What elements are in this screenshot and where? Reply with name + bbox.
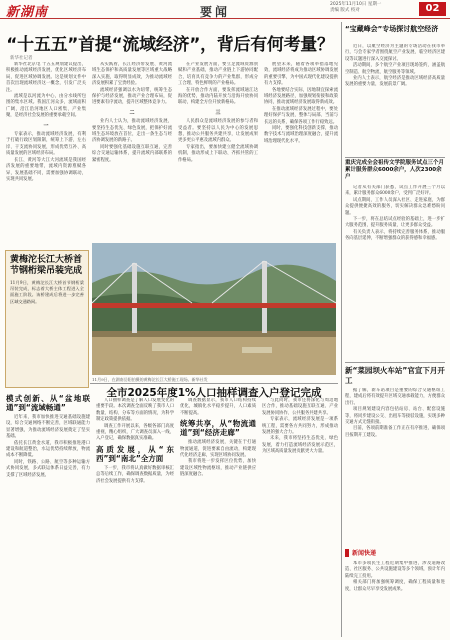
main-headline: “十五五”首提“流域经济”，背后有何考量？ — [6, 35, 334, 55]
news-express-column: 本市多项民生工程近期集中推进，涉及道路改造、社区服务、公共设施建设等多个领域，预计年内陆续完工投用。 相关部门将加强统筹调度，确保工程质量和进度，让群众尽早享受发展成果。 — [345, 561, 445, 592]
news-express-tag — [345, 548, 445, 558]
secondary-headline: 全市2025年度1%人口抽样调查入户登记完成 — [106, 387, 322, 399]
masthead — [0, 0, 450, 19]
bottom-subhead-1: 模式创新、从“盆地联通”到“流域畅通” — [6, 394, 90, 412]
sidebar-text: 11月9日，黄梅沱长江大桥首节钢桁梁吊装完成，标志着大桥主体工程进入全面施工阶段。该桥建成后将进一步完善区域交通路网。 — [10, 280, 84, 304]
right-divider-2 — [345, 362, 445, 363]
bottom-column-2: 人口抽样调查是了解人口发展变化的重要手段。本次调查全面反映了我市人口数量、结构、分布等方面的情况，为科学制定政策提供依据。 调查工作开展以来，各级各部门高度重视，精心组织，广大调查员深入一线、入户登记，确保数据真实准确。 高质发展，从“东西”到“南北”全方面 下一步，我市将认真做好数据审核汇总等后续工作，确保调查数据质量，为经济社会发展提供有力支撑。 — [96, 398, 174, 484]
bottom-column-1: 模式创新、从“盆地联通”到“流域畅通” 近年来，我市加快推进交通基础设施建设，综合交通网络不断完善，区域联通能力显著增强，为推动流域经济发展奠定了坚实基础。 依托长江黄金水道，我市积极推进港口建设和航道整治，水运优势持续释放，物流成本不断降低。 同时，铁路、公路、航空等多种运输方式协同发展，多式联运体系日益完善，有力支撑了区域经济发展。 — [6, 394, 90, 478]
tag-label: 新闻快递 — [352, 550, 377, 557]
subhead-3: 三 — [215, 109, 221, 116]
article-column-3: 在产业发展方面，要立足流域资源禀赋和产业基础，推动产业链上下游协同配合，培育具有竞争力的产业集群，形成分工合理、特色鲜明的产业格局。 在开放合作方面，要发挥流域通江达海的优势，推动内陆开放与沿海开放协同联动，构建全方位开放新格局。 三 人民群众是流域经济发展的参与者和受益者。要坚持以人民为中心的发展思想，推动公共服务共建共享，让发展成果更多更公平惠及流域内群众。 专家指出，要加快建立健全流域协调机制，推动形成上下联动、齐抓共管的工作格局。 — [178, 62, 258, 163]
news-sidebar-box — [5, 250, 89, 388]
main-byline: 新华社记者 — [10, 56, 33, 61]
right-divider-1 — [345, 157, 445, 158]
right-headline-1: “宝藏峰会”专场探讨航空经济 — [345, 25, 439, 33]
bottom-column-3: 调查数据显示，我市人口结构持续优化，城镇化水平稳步提升，人口素质不断提高。 统筹共享，从“物流通道”到“经济走廊” 推动流域经济发展，关键在于打通物流通道，促进要素自由流动，构建现代化经济走廊，实现区域协同发展。 我市将进一步发挥区位优势，加快建设区域性物流枢纽，推动产业链供应链深度融合。 — [180, 398, 256, 478]
bottom-column-4: 与此同时，我市还将深化与周边地区合作，推动基础设施互联互通、产业发展协同协作、公共服务共建共享。 专家表示，流域经济发展是一项系统工程，需要各方共同努力，形成推动发展的强大合力。 未来，我市将坚持生态优先、绿色发展，着力打造流域经济发展示范区，为区域高质量发展贡献更大力量。 — [262, 398, 338, 455]
page-number: 02 — [419, 2, 446, 16]
subhead-2: 二 — [129, 109, 135, 116]
right-column-3: 据了解，新车站项目是重要的综合交通枢纽工程，建成后将有效提升区域交通承载能力，方便群众出行。 项目规划建设内容包括站房、站台、配套设施等，将同步建设公交、出租车等接驳设施，实现多种交通方式无缝衔接。 目前，各项前期准备工作正在有序推进，确保项目按期开工建设。 — [345, 388, 445, 438]
subhead-1: 一 — [43, 122, 49, 129]
bottom-subhead-2: 高质发展，从“东西”到“南北”全方面 — [96, 444, 174, 463]
bottom-subhead-3: 统筹共享，从“物流通道”到“经济走廊” — [180, 419, 256, 438]
right-headline-2: 重庆完成全会祖传文学院服务试点三个月累计服务群众6000余户，人次2300余户 — [345, 160, 445, 180]
right-headline-3: 新“菜园坝火车站”官宣下月开工 — [345, 366, 445, 385]
date-text: 2025年11月10日 星期一 — [330, 2, 382, 7]
article-column-4: 展望未来，随着各项举措落地见效，流域经济将成为推动区域协调发展的重要引擎，为中国式现代化建设提供有力支撑。 各地要结合实际，因地制宜探索流域经济发展路径，加强规划衔接和政策协同，推动流域经济发展取得新成效。 在推动流域经济发展过程中，要处理好保护与发展、整体与局部、当前与长远的关系，确保各项工作行稳致远。 同时，要强化科技创新支撑，推动数字技术与流域治理深度融合，提升流域治理现代化水平。 — [264, 62, 338, 144]
dateline — [330, 2, 415, 14]
tag-marker — [345, 549, 349, 557]
article-column-1: 新华社北京电 十五五规划建议提出，积极推动流域经济发展，优化区域经济布局，促进区域协调发展。这是规划文件中首次出现流域经济这一概念，引发广泛关注。 流域是以河流为中心，由分水线所包围的集水区域。我国江河众多，流域面积广阔，沿江沿河地区人口密集、产业集聚，是经济社会发展的重要承载空间。 一 专家表示，推动流域经济发展，有利于打破行政区划限制，统筹上下游、左右岸、干支流协同发展，形成优势互补、高质量发展的区域经济布局。 长江、黄河等大江大河流域是我国经济发展的重要地带，流域内资源禀赋各异，发展基础不同，需要加强协调联动，实现共同发展。 — [6, 62, 86, 182]
right-rail-divider — [341, 22, 342, 637]
right-column-1: 近日，以航空经济为主题的专场活动在我市举行，与会专家学者围绕航空产业发展、临空经济区建设等议题进行深入交流探讨。 活动期间，多个航空产业项目现场签约，涵盖航空制造、航空物流、航空服务等领域。 业内人士表示，航空经济是推动区域经济高质量发展的重要力量，发展前景广阔。 — [345, 44, 445, 88]
section-name: 要闻 — [200, 5, 231, 19]
sidebar-title: 黄梅沱长江大桥首节钢桁梁吊装完成 — [10, 255, 83, 276]
bridge-photo — [92, 243, 336, 375]
photo-caption: 11月9日，在湖南岳阳拍摄的黄梅沱长江大桥施工现场。新华社发 — [92, 377, 208, 382]
article-column-2: 从实践看，长江经济带发展、黄河流域生态保护和高质量发展等区域重大战略深入实施，取得明显成效，为推动流域经济发展积累了宝贵经验。 流域经济强调以水为纽带，统筹生态保护与经济发展，推动产业合理布局，促进要素有序流动，提升区域整体竞争力。 二 业内人士认为，推动流域经济发展，要坚持生态优先、绿色发展，把保护好流域生态环境放在首位，走出一条生态与经济协调发展的新路子。 同时要强化基础设施互联互通，完善综合交通运输体系，提升流域内部联系的紧密程度。 — [92, 62, 172, 163]
newspaper-logo: 新湖南 — [6, 5, 49, 20]
right-column-2: 记者从有关部门获悉，试点工作开展三个月以来，累计服务群众6000余户，受到广泛好评。 试点期间，工作人员深入社区、走进家庭，为群众提供便捷高效的服务，切实解决群众急难愁盼问题。 下一步，将在总结试点经验的基础上，进一步扩大服务范围，提升服务质量，让更多群众受益。 有关负责人表示，将持续完善服务体系，推动服务向基层延伸，不断增强群众的获得感和幸福感。 — [345, 185, 445, 242]
divider-line — [90, 383, 338, 384]
editor-text: 责编 版式 校对 — [330, 8, 360, 13]
